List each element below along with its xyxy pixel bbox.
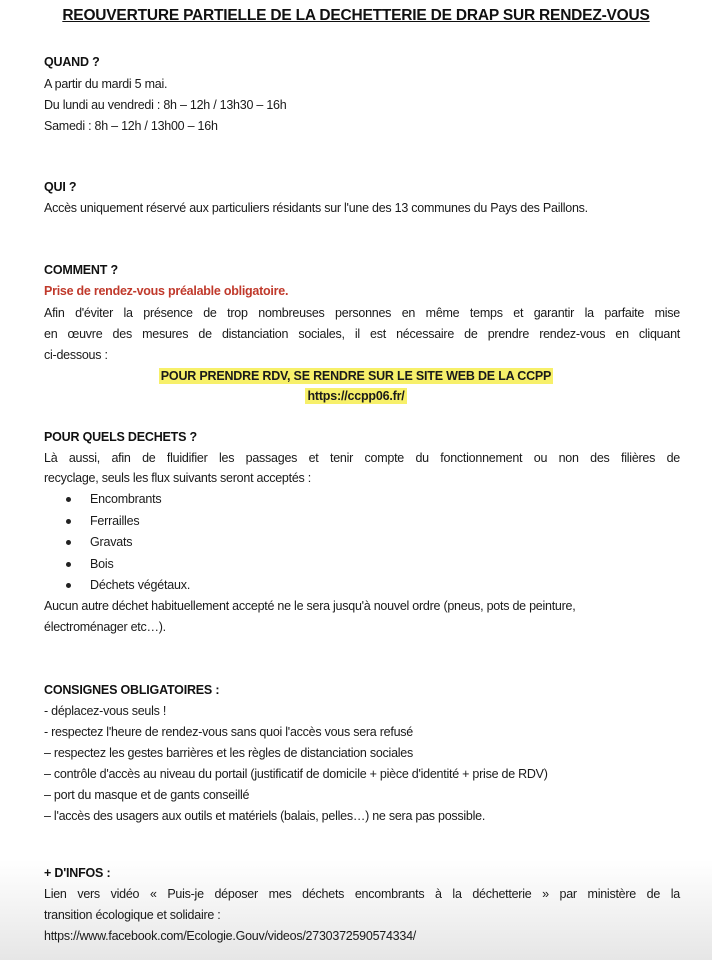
rdv-link[interactable]: https://ccpp06.fr/ — [307, 389, 405, 403]
bullet-icon — [66, 540, 71, 545]
section-heading-consignes: CONSIGNES OBLIGATOIRES : — [44, 683, 220, 697]
quand-line: A partir du mardi 5 mai. — [44, 77, 168, 91]
bullet-icon — [66, 519, 71, 524]
comment-line: Afin d'éviter la présence de trop nombreuses personnes en même temps et garantir la parfaite mise — [44, 306, 680, 320]
section-heading-qui: QUI ? — [44, 180, 77, 194]
list-item-label: Gravats — [90, 535, 133, 549]
section-heading-dechets: POUR QUELS DECHETS ? — [44, 430, 197, 444]
consigne-item: - respectez l'heure de rendez-vous sans quoi l'accès vous sera refusé — [44, 725, 413, 739]
bullet-icon — [66, 497, 71, 502]
dechets-intro-line: Là aussi, afin de fluidifier les passages et tenir compte du fonctionnement ou non des filières de — [44, 451, 680, 465]
list-item-label: Ferrailles — [90, 514, 140, 528]
consigne-item: – respectez les gestes barrières et les règles de distanciation sociales — [44, 746, 414, 760]
comment-line: en œuvre des mesures de distanciation sociales, il est nécessaire de prendre rendez-vous en cliquant — [44, 327, 680, 341]
list-item-label: Bois — [90, 557, 114, 571]
quand-line: Du lundi au vendredi : 8h – 12h / 13h30 – 16h — [44, 98, 287, 112]
list-item — [66, 557, 114, 571]
list-item — [66, 578, 190, 592]
dechets-outro-line: électroménager etc…). — [44, 620, 166, 634]
consigne-item: – port du masque et de gants conseillé — [44, 788, 250, 802]
document-title: REOUVERTURE PARTIELLE DE LA DECHETTERIE DE DRAP SUR RENDEZ-VOUS — [62, 7, 650, 24]
rdv-link-wrapper — [0, 389, 712, 403]
consigne-item: – contrôle d'accès au niveau du portail (justificatif de domicile + pièce d'identité + prise de RDV) — [44, 767, 548, 781]
list-item — [66, 535, 132, 549]
comment-notice: Prise de rendez-vous préalable obligatoire. — [44, 284, 289, 298]
rdv-highlight-label: POUR PRENDRE RDV, SE RENDRE SUR LE SITE WEB DE LA CCPP — [160, 369, 552, 383]
section-heading-comment: COMMENT ? — [44, 263, 118, 277]
list-item-label: Encombrants — [90, 492, 162, 506]
consigne-item: – l'accès des usagers aux outils et matériels (balais, pelles…) ne sera pas possible. — [44, 809, 486, 823]
infos-line: transition écologique et solidaire : — [44, 908, 221, 922]
facebook-video-link[interactable]: https://www.facebook.com/Ecologie.Gouv/videos/2730372590574334/ — [44, 929, 417, 943]
qui-text: Accès uniquement réservé aux particuliers résidants sur l'une des 13 communes du Pays des Paillons. — [44, 201, 588, 215]
dechets-outro-line: Aucun autre déchet habituellement accepté ne le sera jusqu'à nouvel ordre (pneus, pots de peinture, — [44, 599, 576, 613]
quand-line: Samedi : 8h – 12h / 13h00 – 16h — [44, 119, 218, 133]
dechets-intro-line: recyclage, seuls les flux suivants seront acceptés : — [44, 471, 311, 485]
comment-line: ci-dessous : — [44, 348, 108, 362]
rdv-highlight — [0, 369, 712, 383]
infos-line: Lien vers vidéo « Puis-je déposer mes déchets encombrants à la déchetterie » par ministère de la — [44, 887, 680, 901]
section-heading-quand: QUAND ? — [44, 55, 100, 69]
bullet-icon — [66, 583, 71, 588]
bullet-icon — [66, 562, 71, 567]
list-item — [66, 492, 161, 506]
list-item — [66, 514, 139, 528]
section-heading-infos: + D'INFOS : — [44, 866, 111, 880]
consigne-item: - déplacez-vous seuls ! — [44, 704, 167, 718]
list-item-label: Déchets végétaux. — [90, 578, 191, 592]
